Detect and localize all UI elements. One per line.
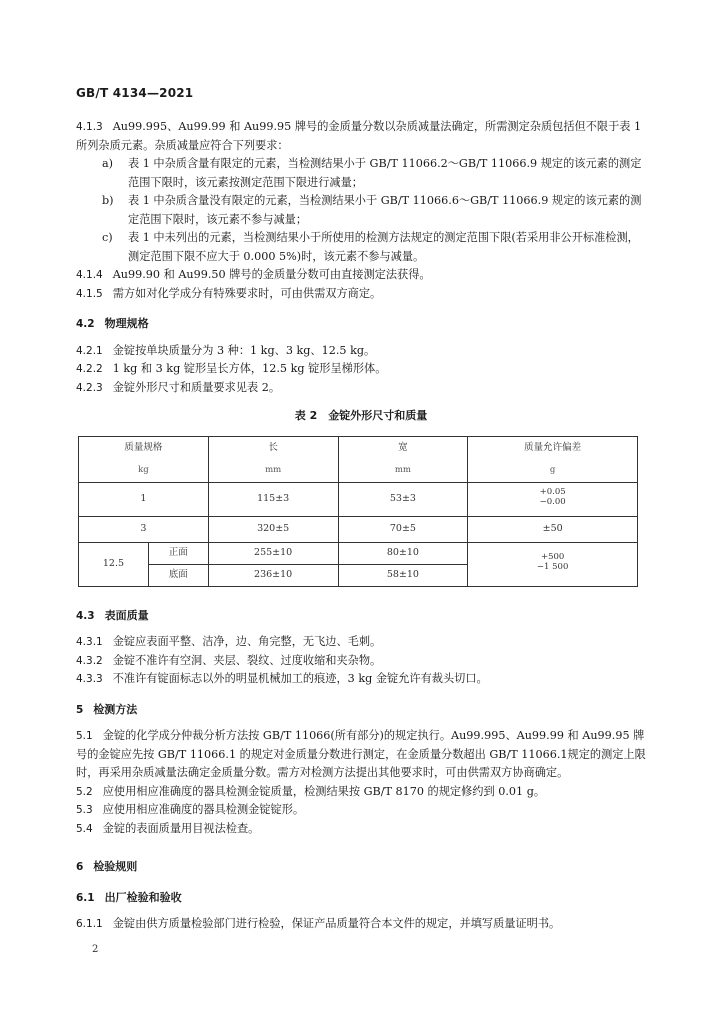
heading-4-2 — [76, 315, 646, 334]
clause-number: 4.2.2 — [76, 363, 103, 375]
header-cell-length: 长 mm — [208, 436, 338, 482]
clause-number: 4.3.3 — [76, 673, 103, 685]
clause-number: 5.3 — [76, 804, 93, 816]
cell-tolerance — [468, 542, 638, 586]
ingot-dimensions-table — [78, 436, 638, 587]
heading-5 — [76, 701, 646, 720]
clause-number: 5.4 — [76, 822, 93, 835]
clause-text: 金锭外形尺寸和质量要求见表 2。 — [112, 380, 281, 394]
clause-number: 4.3.1 — [76, 636, 103, 648]
clause-4-1-5 — [76, 285, 646, 304]
cell-tolerance: ±50 — [468, 516, 638, 542]
clause-number: 5.2 — [76, 785, 93, 798]
cell-face: 底面 — [148, 564, 208, 586]
list-text: 表 1 中杂质含量有限定的元素，当检测结果小于 GB/T 11066.2～GB/T 11066.9 规定的该元素的测定范围下限时，该元素按测定范围下限进行减量； — [128, 157, 642, 189]
clause-text: Au99.995、Au99.99 和 Au99.95 牌号的金质量分数以杂质减量法确定，所需测定杂质包括但不限于表 1 所列杂质元素。杂质减量应符合下列要求： — [76, 120, 642, 152]
list-marker: b) — [102, 194, 114, 207]
table-header-row — [79, 436, 638, 482]
cell-width: 53±3 — [338, 482, 468, 516]
clause-number: 4.1.3 — [76, 121, 103, 133]
tolerance-lower: −1 500 — [536, 561, 569, 572]
clause-text: 金锭按单块质量分为 3 种：1 kg、3 kg、12.5 kg。 — [112, 343, 376, 357]
cell-length: 255±10 — [208, 542, 338, 564]
clause-text: Au99.90 和 Au99.50 牌号的金质量分数可由直接测定法获得。 — [112, 268, 431, 281]
clause-4-2-1 — [76, 342, 646, 361]
heading-number: 5 — [76, 703, 84, 716]
clause-text: 应使用相应准确度的器具检测金锭锭形。 — [102, 803, 305, 816]
cell-length: 320±5 — [208, 516, 338, 542]
clause-number: 5.1 — [76, 730, 93, 742]
cell-width: 70±5 — [338, 516, 468, 542]
heading-text: 表面质量 — [104, 608, 149, 622]
heading-number: 6.1 — [76, 891, 95, 904]
clause-5-2 — [76, 783, 646, 802]
cell-length: 115±3 — [208, 482, 338, 516]
heading-4-3 — [76, 607, 646, 626]
header-cell-tolerance: 质量允许偏差 g — [468, 436, 638, 482]
cell-spec: 12.5 — [79, 542, 149, 586]
heading-text: 检测方法 — [93, 702, 138, 716]
tolerance-upper: +500 — [540, 551, 565, 562]
clause-5-3 — [76, 801, 646, 820]
list-text: 表 1 中杂质含量没有限定的元素，当检测结果小于 GB/T 11066.6～GB/T 11066.9 规定的该元素的测定范围下限时，该元素不参与减量； — [128, 194, 642, 226]
cell-face: 正面 — [148, 542, 208, 564]
list-item-a — [76, 155, 646, 192]
clause-number: 4.2.1 — [76, 344, 103, 357]
list-item-b — [76, 192, 646, 229]
table-row — [79, 482, 638, 516]
heading-text: 物理规格 — [104, 317, 149, 330]
clause-number: 4.1.5 — [76, 287, 103, 300]
clause-text: 金锭应表面平整、洁净，边、角完整，无飞边、毛刺。 — [112, 635, 382, 648]
table-row — [79, 516, 638, 542]
cell-width: 58±10 — [338, 564, 468, 586]
heading-number: 4.3 — [76, 609, 95, 622]
clause-4-1-3 — [76, 118, 646, 155]
header-cell-width: 宽 mm — [338, 436, 468, 482]
cell-spec: 1 — [79, 482, 209, 516]
clause-5-4 — [76, 820, 646, 839]
clause-number: 4.3.2 — [76, 654, 103, 667]
table-row — [79, 542, 638, 564]
clause-text: 需方如对化学成分有特殊要求时，可由供需双方商定。 — [112, 286, 382, 300]
clause-number: 6.1.1 — [76, 918, 103, 930]
clause-number: 4.1.4 — [76, 269, 103, 281]
heading-number: 6 — [76, 861, 84, 873]
clause-4-3-2 — [76, 652, 646, 671]
clause-4-3-3 — [76, 670, 646, 689]
clause-text: 应使用相应准确度的器具检测金锭质量，检测结果按 GB/T 8170 的规定修约到 0.01 g。 — [102, 784, 546, 798]
heading-6-1 — [76, 889, 646, 908]
clause-text: 金锭由供方质量检验部门进行检验，保证产品质量符合本文件的规定，并填写质量证明书。 — [112, 917, 561, 930]
tolerance-lower: −0.00 — [539, 496, 566, 507]
list-item-c — [76, 229, 646, 266]
heading-6 — [76, 858, 646, 877]
clause-5-1 — [76, 727, 646, 783]
clause-number: 4.2.3 — [76, 381, 103, 394]
tolerance-upper: +0.05 — [539, 486, 566, 497]
document-body — [76, 118, 646, 934]
list-text: 表 1 中未列出的元素，当检测结果小于所使用的检测方法规定的测定范围下限(若采用非公开标准检测，测定范围下限不应大于 0.000 5%)时，该元素不参与减量。 — [128, 231, 639, 263]
list-marker: a) — [102, 157, 114, 170]
clause-6-1-1 — [76, 915, 646, 934]
standard-header: GB/T 4134—2021 — [76, 86, 194, 100]
heading-text: 检验规则 — [93, 860, 138, 873]
heading-number: 4.2 — [76, 318, 95, 330]
clause-4-2-2 — [76, 360, 646, 379]
heading-text: 出厂检验和验收 — [104, 890, 182, 904]
list-marker: c) — [102, 231, 113, 244]
clause-4-1-4 — [76, 266, 646, 285]
cell-width: 80±10 — [338, 542, 468, 564]
page-number: 2 — [92, 944, 99, 955]
cell-length: 236±10 — [208, 564, 338, 586]
clause-text: 金锭的化学成分仲裁分析方法按 GB/T 11066(所有部分)的规定执行。Au99.995、Au99.99 和 Au99.95 牌号的金锭应先按 GB/T 11066.1 的规定对金质量分数进行测定，在金质量分数超出 GB/T 11066.1规定的测定上限时，再采用杂质减量法确定金质量分数。需方对检测方法提出其他要求时，可由供需双方协商确定。 — [76, 729, 646, 779]
clause-text: 金锭的表面质量用目视法检查。 — [102, 821, 260, 835]
clause-text: 不准许有锭面标志以外的明显机械加工的痕迹，3 kg 金锭允许有裁头切口。 — [112, 672, 488, 685]
cell-spec: 3 — [79, 516, 209, 542]
clause-text: 金锭不准许有空洞、夹层、裂纹、过度收缩和夹杂物。 — [112, 653, 382, 667]
clause-4-3-1 — [76, 633, 646, 652]
table-caption: 表 2 金锭外形尺寸和质量 — [294, 409, 428, 422]
clause-4-2-3 — [76, 379, 646, 398]
clause-text: 1 kg 和 3 kg 锭形呈长方体，12.5 kg 锭形呈梯形体。 — [112, 362, 387, 375]
header-cell-spec: 质量规格 kg — [79, 436, 209, 482]
cell-tolerance — [468, 482, 638, 516]
